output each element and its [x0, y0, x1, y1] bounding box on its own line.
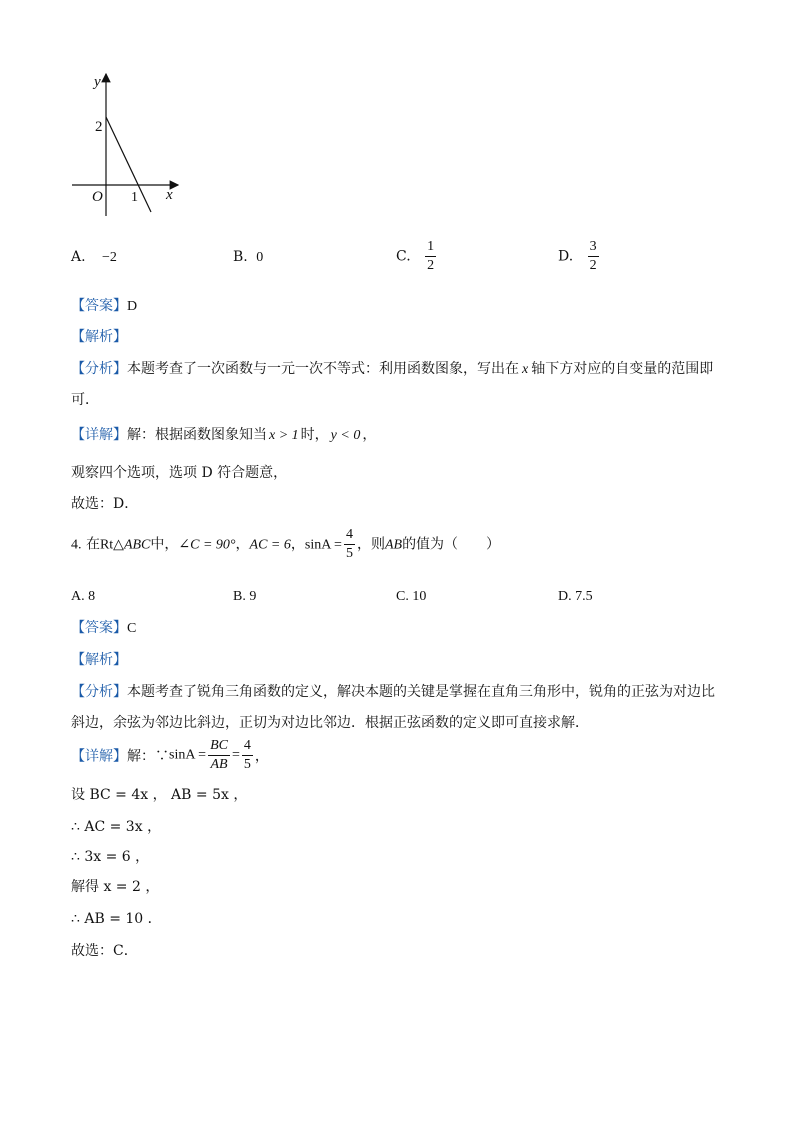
q3-fenxi-line2: 可． [71, 392, 99, 408]
option-a-value: −2 [102, 250, 117, 265]
q4-number: 4. [71, 537, 82, 553]
q4-sin-fraction [344, 528, 355, 561]
q3-xiangjie [71, 425, 376, 445]
q4-step-3: ∴ 3x = 6 ， [71, 849, 150, 865]
q4-option-d: D. 7.5 [558, 589, 593, 604]
option-a-label: A. [71, 249, 86, 265]
q3-option-b [233, 249, 263, 266]
q4-text-d: 的值为（ ） [402, 536, 501, 553]
q4-sep1: ， [235, 536, 250, 553]
q4-sep2: ， [290, 536, 305, 553]
q4-question [71, 528, 500, 561]
fraction-2-numerator: 4 [242, 739, 253, 756]
q4-step-6: 故选：C． [71, 943, 138, 959]
y-intercept-label: 2 [95, 119, 103, 135]
fraction-2-denominator: 5 [243, 757, 251, 772]
function-graph [66, 66, 186, 226]
option-d-label: D. [558, 248, 574, 265]
q4-xiangjie [71, 739, 269, 772]
q4-text-c: ，则 [356, 536, 385, 553]
q4-abc: ABC [123, 537, 151, 553]
answer-tag: 【答案】 [71, 620, 127, 636]
q3-option-a [71, 249, 117, 266]
q4-option-b: B. 9 [233, 589, 257, 604]
xiangjie-text: 解：根据函数图象知当 [127, 427, 267, 443]
xiangjie-fraction-1 [208, 739, 230, 772]
fraction-1-denominator: AB [210, 757, 228, 772]
q4-ac: AC = 6 [249, 537, 291, 553]
origin-label: O [92, 189, 103, 205]
q4-sin-numerator: 4 [344, 528, 355, 545]
q4-fenxi-line1 [71, 682, 715, 702]
answer-value: D [127, 299, 138, 314]
q3-jiexi [71, 327, 127, 347]
y-axis-label: y [94, 74, 101, 90]
x-intercept-label: 1 [131, 190, 138, 205]
fenxi-text: 本题考查了锐角三角函数的定义，解决本题的关键是掌握在直角三角形中，锐角的正弦为对边比 [127, 684, 715, 700]
xiangjie-equals: = [231, 747, 240, 763]
fenxi-tag: 【分析】 [71, 684, 127, 700]
q4-rt: Rt△ [99, 537, 124, 553]
option-d-fraction [588, 240, 599, 273]
q4-angle: ∠C = 90° [178, 537, 236, 553]
jiexi-tag: 【解析】 [71, 652, 127, 668]
option-c-label: C. [396, 248, 411, 265]
q3-option-c [396, 240, 438, 273]
fraction-1-numerator: BC [208, 739, 230, 756]
option-c-fraction [425, 240, 436, 273]
q4-step-5: ∴ AB = 10 ． [71, 911, 162, 927]
xiangjie-fraction-2 [242, 739, 253, 772]
q4-sin-denominator: 5 [345, 546, 353, 561]
xiangjie-tag: 【详解】 [71, 748, 127, 765]
q4-fenxi-line2: 斜边，余弦为邻边比斜边，正切为对边比邻边．根据正弦函数的定义即可直接求解． [71, 715, 589, 731]
fenxi-text-cont: 轴下方对应的自变量的范围即 [531, 361, 714, 377]
xiangjie-tag: 【详解】 [71, 427, 127, 443]
option-b-value: 0 [256, 250, 264, 265]
fenxi-text: 本题考查了一次函数与一元一次不等式：利用函数图象，写出在 [127, 361, 519, 377]
x-axis-label: x [166, 187, 173, 203]
option-b-label: B. [233, 249, 248, 265]
q3-observe-line: 观察四个选项，选项 D 符合题意， [71, 465, 288, 481]
q4-option-c: C. 10 [396, 589, 427, 604]
option-c-denominator: 2 [427, 258, 435, 273]
q4-answer [71, 618, 136, 638]
q3-choose-line: 故选：D． [71, 496, 139, 512]
xiangjie-result: y < 0 [330, 428, 361, 443]
xiangjie-tail: ， [254, 748, 269, 765]
function-line [106, 117, 151, 212]
q4-sin: sinA = [304, 537, 342, 553]
q4-ab: AB [384, 537, 403, 553]
option-d-denominator: 2 [589, 258, 597, 273]
q4-text-a: 在 [85, 536, 100, 553]
q4-text-b: 中， [150, 536, 179, 553]
q4-step-1: 设 BC = 4x ， AB = 5x ， [71, 787, 248, 803]
xiangjie-text-c: ， [362, 427, 377, 443]
q4-jiexi [71, 650, 127, 670]
fenxi-var: x [522, 362, 529, 377]
q4-step-2: ∴ AC = 3x ， [71, 819, 162, 835]
answer-tag: 【答案】 [71, 298, 127, 314]
q3-option-d [558, 240, 601, 273]
q4-option-a: A. 8 [71, 589, 96, 604]
q3-fenxi-line1 [71, 359, 713, 379]
xiangjie-text: 解：∵ [127, 748, 169, 765]
option-d-numerator: 3 [588, 240, 599, 257]
xiangjie-condition: x > 1 [269, 428, 299, 443]
option-c-numerator: 1 [425, 240, 436, 257]
fenxi-tag: 【分析】 [71, 361, 127, 377]
xiangjie-text-b: 时， [300, 427, 329, 443]
xiangjie-sin: sinA = [169, 747, 207, 763]
q3-answer [71, 296, 137, 316]
jiexi-tag: 【解析】 [71, 329, 127, 345]
answer-value: C [127, 621, 137, 636]
q4-step-4: 解得 x = 2 ， [71, 879, 160, 895]
